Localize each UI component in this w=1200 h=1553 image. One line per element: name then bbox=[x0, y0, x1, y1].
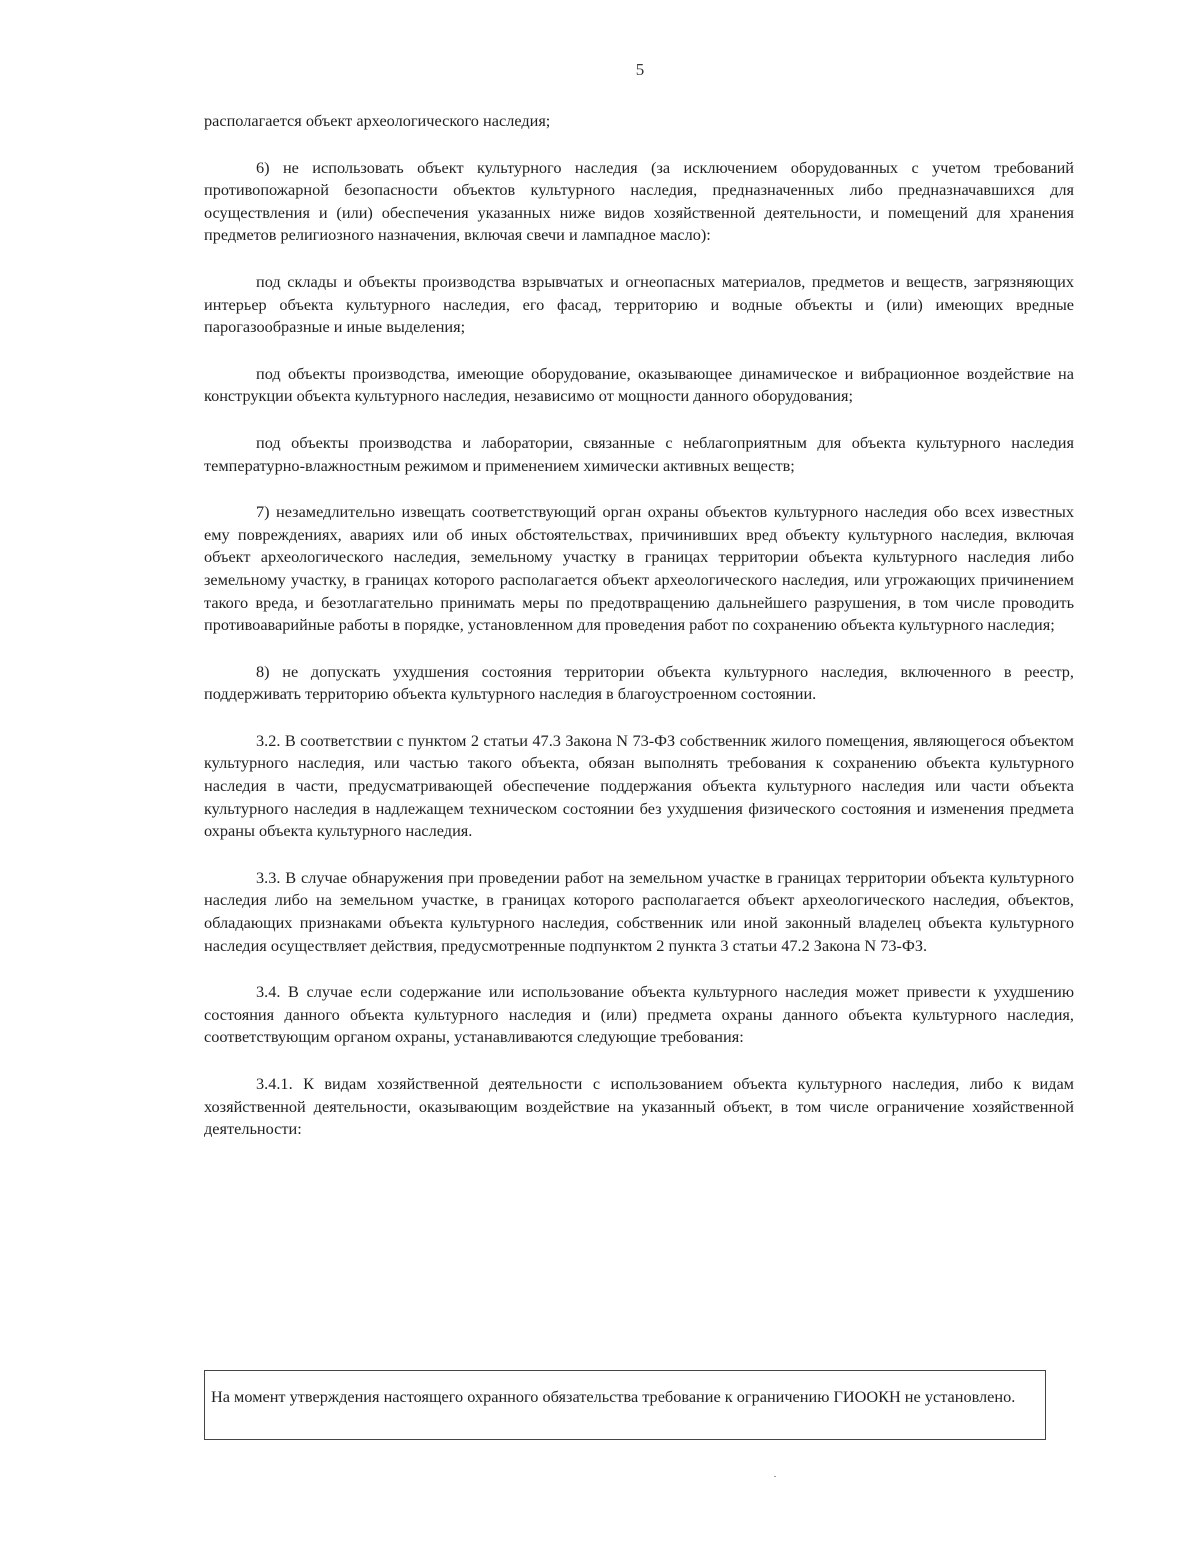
paragraph-section-3-4: 3.4. В случае если содержание или использование объекта культурного наследия может привести к ухудшению состояния данного объекта культурного наследия и (или) предмета охраны данного объекта культурного наследия, соответствующим органом охраны, устанавливаются следующие требования: bbox=[204, 982, 1074, 1047]
paragraph-continuation: располагается объект археологического наследия; bbox=[204, 111, 551, 130]
document-body bbox=[204, 110, 1074, 1165]
paragraph-item-6: 6) не использовать объект культурного наследия (за исключением оборудованных с учетом требований противопожарной безопасности объектов культурного наследия, предназначенных либо предназначавшихся для осуществления и (или) обеспечения указанных ниже видов хозяйственной деятельности, и помещений для хранения предметов религиозного назначения, включая свечи и лампадное масло): bbox=[204, 157, 1074, 245]
paragraph-section-3-3: 3.3. В случае обнаружения при проведении работ на земельном участке в границах территории объекта культурного наследия либо на земельном участке, в границах которого располагается объект археологического наследия, объектов, обладающих признаками объекта культурного наследия, собственник или иной законный владелец объекта культурного наследия осуществляет действия, предусмотренные подпунктом 2 пункта 3 статьи 47.2 Закона N 73-ФЗ. bbox=[204, 867, 1074, 955]
paragraph-subitem-warehouses: под склады и объекты производства взрывчатых и огнеопасных материалов, предметов и веществ, загрязняющих интерьер объекта культурного наследия, его фасад, территорию и водные объекты и (или) имеющих вредные парогазообразные и иные выделения; bbox=[204, 271, 1074, 337]
paragraph-section-3-4-1: 3.4.1. К видам хозяйственной деятельности с использованием объекта культурного наследия, либо к видам хозяйственной деятельности, оказывающим воздействие на указанный объект, в том числе ограничение хозяйственной деятельности: bbox=[204, 1074, 1074, 1139]
paragraph-subitem-laboratories: под объекты производства и лаборатории, связанные с неблагоприятным для объекта культурного наследия температурно-влажностным режимом и применением химически активных веществ; bbox=[204, 432, 1074, 475]
page-number: 5 bbox=[635, 60, 645, 79]
note-box bbox=[204, 1370, 1046, 1440]
paragraph-subitem-production-equipment: под объекты производства, имеющие оборудование, оказывающее динамическое и вибрационное воздействие на конструкции объекта культурного наследия, независимо от мощности данного оборудования; bbox=[204, 363, 1074, 406]
note-box-text: На момент утверждения настоящего охранного обязательства требование к ограничению ГИООКН не установлено. bbox=[211, 1387, 1016, 1406]
paragraph-item-7: 7) незамедлительно извещать соответствующий орган охраны объектов культурного наследия обо всех известных ему повреждениях, авариях или об иных обстоятельствах, причинивших вред объекту культурного наследия, включая объект археологического наследия, земельному участку в границах территории объекта культурного наследия либо земельному участку, в границах которого располагается объект археологического наследия, или угрожающих причинением такого вреда, и безотлагательно принимать меры по предотвращению дальнейшего разрушения, в том числе проводить противоаварийные работы в порядке, установленном для проведения работ по сохранению объекта культурного наследия; bbox=[204, 502, 1074, 635]
paragraph-section-3-2: 3.2. В соответствии с пунктом 2 статьи 47.3 Закона N 73-ФЗ собственник жилого помещения, являющегося объектом культурного наследия, или частью такого объекта, обязан выполнять требования к сохранению объекта культурного наследия в части, предусматривающей обеспечение поддержания объекта культурного наследия или части объекта культурного наследия в надлежащем техническом состоянии без ухудшения физического состояния и изменения предмета охраны объекта культурного наследия. bbox=[204, 730, 1074, 841]
scan-speck bbox=[774, 1476, 776, 1477]
paragraph-item-8: 8) не допускать ухудшения состояния территории объекта культурного наследия, включенного в реестр, поддерживать территорию объекта культурного наследия в благоустроенном состоянии. bbox=[204, 661, 1074, 704]
